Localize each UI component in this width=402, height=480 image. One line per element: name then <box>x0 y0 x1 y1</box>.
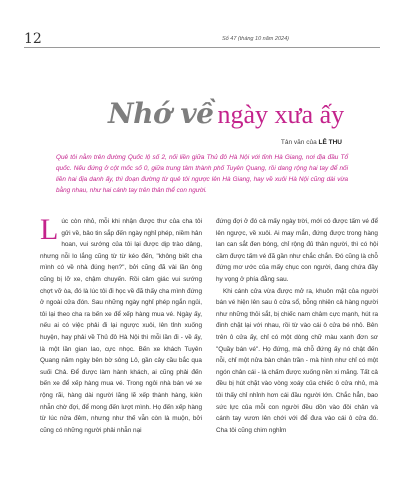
title-main-part: ngày xưa ấy <box>217 100 345 129</box>
body-column-right <box>216 216 378 436</box>
article-title <box>108 97 344 130</box>
body-paragraph <box>40 213 202 436</box>
title-script-part: Nhớ về <box>108 97 214 130</box>
body-paragraph: đứng đợi ở đó cả mấy ngày trời, mới có được tấm vé để lên ngược, về xuôi. Ai may mắn, đứng được trong hàng lan can sắt đen bóng, chỉ rộng đủ thân người, thì có hội cầm được tấm vé đã gần như chắc chắn. Đó cũng là chỗ đứng mơ ước của mấy chục con người, đang chứa đầy hy vọng ở phía đằng sau. <box>216 218 378 283</box>
drop-cap: L <box>40 213 59 246</box>
byline-prefix: Tản văn của <box>280 139 317 146</box>
issue-info: Số 47 (tháng 10 năm 2024) <box>222 36 289 42</box>
page-number: 12 <box>24 31 42 47</box>
body-paragraph-text: úc còn nhỏ, mỗi khi nhận được thư của cha tôi gửi về, bảo tin sắp đến ngày nghỉ phép, niềm hân hoan, vui sướng của tôi lại được dịp trào dâng, nhưng nỗi lo lắng cũng từ từ kéo đến, "không biết cha mình có về nhà đúng hẹn?", bởi cũng đã vài lần ông cũng bị lỡ xe, chậm chuyến. Rồi cảm giác vui sướng chợt vỡ òa, đó là lúc tôi đi học về đã thấy cha mình đứng ở ngoài cửa đón. Sau những ngày nghỉ phép ngắn ngủi, tôi lại theo cha ra bến xe để xếp hàng mua vé. Ngày ấy, nếu ai có việc phải đi lại ngược xuôi, lên tỉnh xuống huyện, hay phải về Thủ đô Hà Nội thì mỗi lần đi - về ấy, là một lần gian lao, cực nhọc. Bến xe khách Tuyên Quang năm ngày bên bờ sông Lô, gần cây cầu bắc qua suối Chả. Để được làm hành khách, ai cũng phải đến bến xe để xếp hàng mua vé. Trong ngôi nhà bán vé xe rộng rãi, hàng dài người lăng lẽ xếp thành hàng, kiên nhẫn chờ đợi, để mong đến lượt mình. Họ đến xếp hàng từ lúc nửa đêm, nhưng như thế vẫn còn là muộn, bởi cũng có những người phải nhẫn nại <box>40 218 202 434</box>
lead-paragraph: Quê tôi nằm trên đường Quốc lộ số 2, nối liền giữa Thủ đô Hà Nội với tỉnh Hà Giang, nơi địa đầu Tổ quốc. Nếu đứng ở cột mốc số 0, giữa trung tâm thành phố Tuyên Quang, rồi dang rộng hai tay để nối liền hai địa danh ấy, thì đoạn đường từ quê tôi ngược lên Hà Giang, hay về xuôi Hà Nội cũng dài vừa bằng nhau, như hai cánh tay trên thân thể con người. <box>56 154 348 194</box>
author-name: LÊ THU <box>318 139 342 146</box>
byline <box>281 139 342 146</box>
header-rule <box>24 47 380 48</box>
body-column-left <box>40 213 202 436</box>
body-paragraph: Khi cánh cửa vừa được mở ra, khuôn mặt của người bán vé hiện lên sau ô cửa sổ, bỗng nhiên cả hàng người như những thỏi sắt, bị chiếc nam châm cực mạnh, hút ra đinh chặt lại với nhau, rồi từ vào cái ô cửa bé nhỏ. Bên trên ô cửa ấy, chỉ có một dòng chữ màu xanh đơn sơ "Quầy bán vé". Họ đứng, mà chỗ đứng ấy nó chật đến nỗi, chỉ một nửa bàn chân trần - mà hình như chỉ có một ngón chân cái - là chấm được xuống nền xi măng. Tất cả đều bị hút chặt vào vòng xoáy của chiếc ô cửa nhỏ, mà tôi thấy chỉ nhỉnh hơn cái đầu người lớn. Chắc hẳn, bao sức lực của mỗi con người đều dồn vào đôi chân và cánh tay vươn lên chới với để đưa vào cái ô cửa đó. Cha tôi cũng chim nghỉm <box>216 287 378 434</box>
